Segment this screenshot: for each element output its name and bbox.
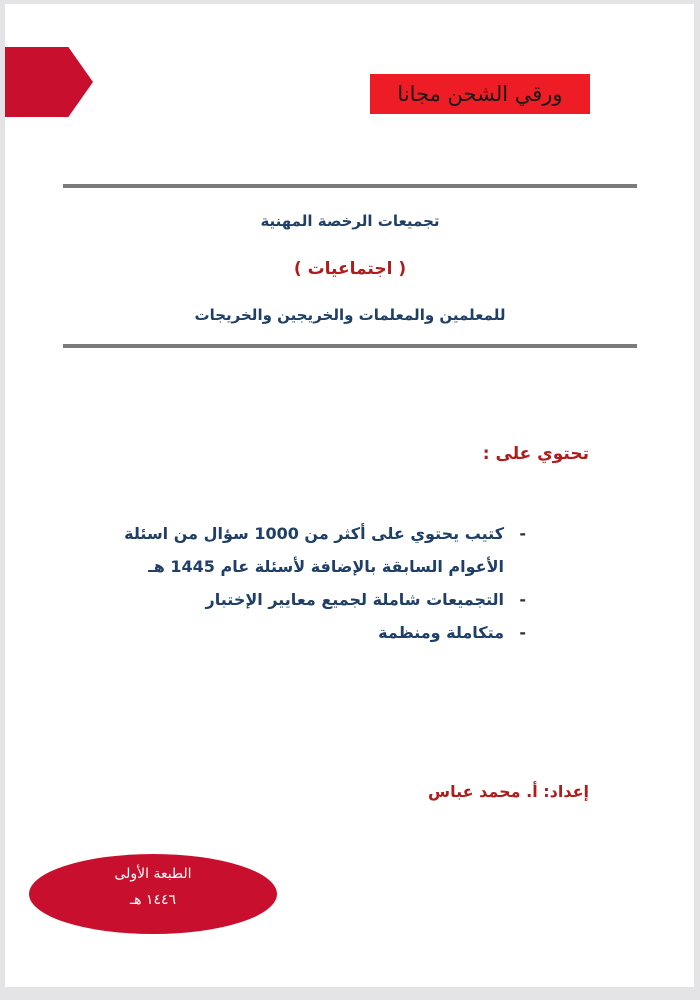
list-item [124,517,526,583]
list-item-text: التجميعات شاملة لجميع معايير الإختبار [205,590,504,609]
contains-heading: تحتوي على : [482,444,589,464]
top-divider [63,184,637,188]
document-audience: للمعلمين والمعلمات والخريجين والخريجات [194,306,506,324]
bullet-dash: - [519,590,526,609]
contents-list [124,517,526,649]
document-page [5,4,694,987]
bullet-dash: - [519,524,526,543]
bullet-dash: - [519,623,526,642]
list-item [124,583,526,616]
edition-label: الطبعة الأولى [114,866,192,882]
document-title: ورقي الشحن مجانا [370,74,590,114]
document-subject: ( اجتماعيات ) [293,259,407,279]
document-subtitle: تجميعات الرخصة المهنية [260,212,440,230]
edition-badge [29,854,277,934]
bottom-divider [63,344,637,348]
list-item-text: متكاملة ومنظمة [378,623,504,642]
list-item-text: كتيب يحتوي على أكثر من 1000 سؤال من اسئلة الأعوام السابقة بالإضافة لأسئلة عام 1445 هـ [124,524,504,576]
red-arrow-tag [5,47,93,117]
list-item [124,616,526,649]
edition-year: ١٤٤٦ هـ [129,892,176,908]
author-credit: إعداد: أ. محمد عباس [428,782,589,801]
